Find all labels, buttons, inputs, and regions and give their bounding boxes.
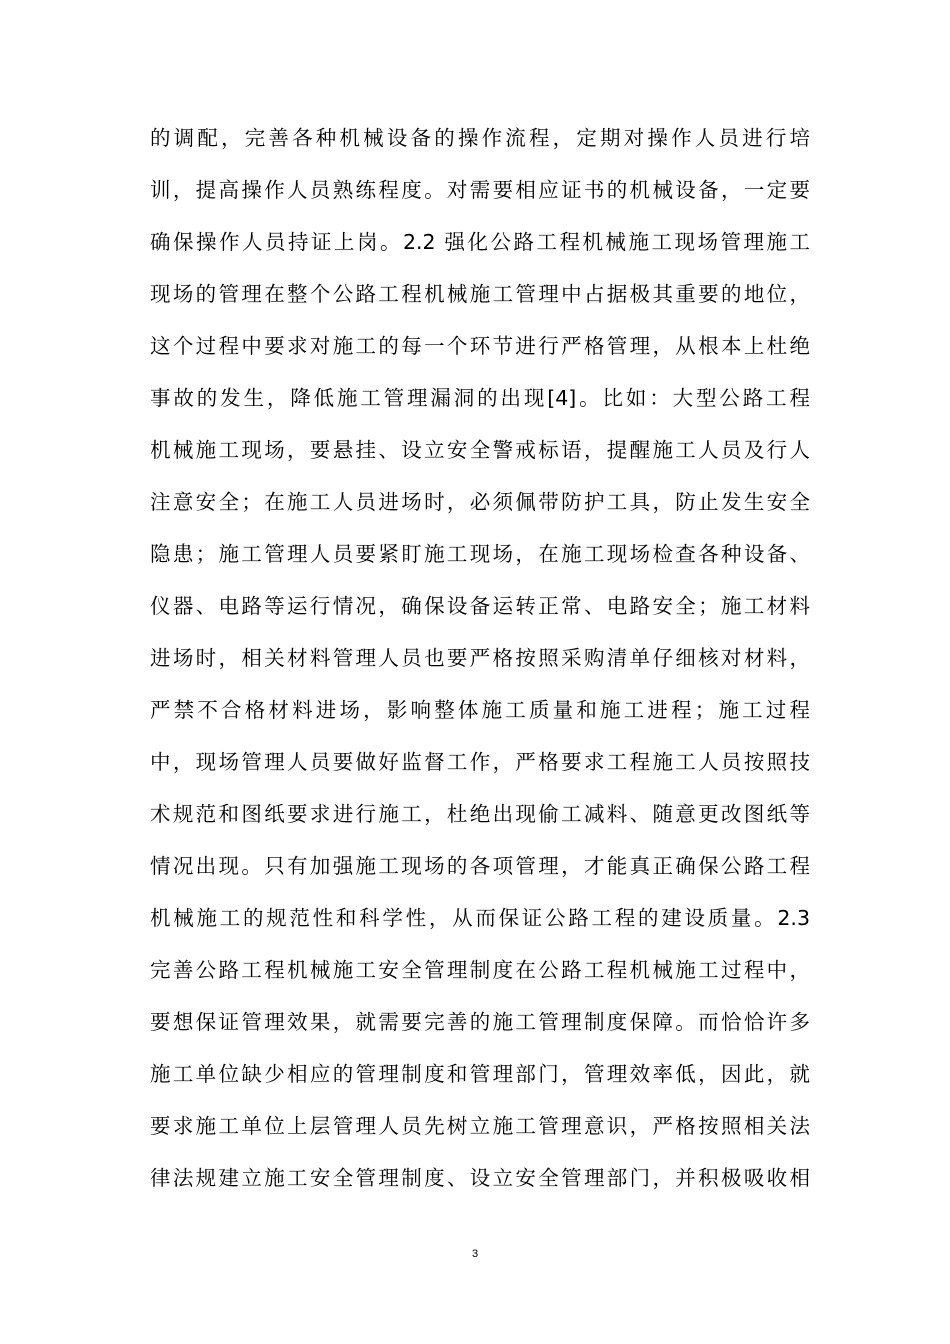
text-line: 仪器、电路等运行情况，确保设备运转正常、电路安全；施工材料 bbox=[150, 594, 810, 618]
text-line: 中，现场管理人员要做好监督工作，严格要求工程施工人员按照技 bbox=[150, 750, 810, 774]
text-line: 完善公路工程机械施工安全管理制度在公路工程机械施工过程中， bbox=[150, 958, 810, 982]
text-line: 律法规建立施工安全管理制度、设立安全管理部门，并积极吸收相 bbox=[150, 1166, 810, 1190]
text-line: 严禁不合格材料进场，影响整体施工质量和施工进程；施工过程 bbox=[150, 698, 810, 722]
text-line: 情况出现。只有加强施工现场的各项管理，才能真正确保公路工程 bbox=[150, 854, 810, 878]
text-line: 施工单位缺少相应的管理制度和管理部门，管理效率低，因此，就 bbox=[150, 1062, 810, 1086]
text-line: 进场时，相关材料管理人员也要严格按照采购清单仔细核对材料， bbox=[150, 646, 810, 670]
text-line: 要求施工单位上层管理人员先树立施工管理意识，严格按照相关法 bbox=[150, 1114, 810, 1138]
text-line: 事故的发生，降低施工管理漏洞的出现[4]。比如：大型公路工程 bbox=[150, 386, 810, 410]
text-line: 机械施工现场，要悬挂、设立安全警戒标语，提醒施工人员及行人 bbox=[150, 438, 810, 462]
page-number: 3 bbox=[471, 1248, 479, 1260]
text-line: 的调配，完善各种机械设备的操作流程，定期对操作人员进行培 bbox=[150, 126, 810, 150]
text-line: 注意安全；在施工人员进场时，必须佩带防护工具，防止发生安全 bbox=[150, 490, 810, 514]
body-text bbox=[150, 112, 810, 1204]
text-line: 术规范和图纸要求进行施工，杜绝出现偷工减料、随意更改图纸等 bbox=[150, 802, 810, 826]
text-line: 这个过程中要求对施工的每一个环节进行严格管理，从根本上杜绝 bbox=[150, 334, 810, 358]
text-line: 确保操作人员持证上岗。2.2 强化公路工程机械施工现场管理施工 bbox=[150, 230, 810, 254]
text-line: 训，提高操作人员熟练程度。对需要相应证书的机械设备，一定要 bbox=[150, 178, 810, 202]
text-line: 要想保证管理效果，就需要完善的施工管理制度保障。而恰恰许多 bbox=[150, 1010, 810, 1034]
text-line: 机械施工的规范性和科学性，从而保证公路工程的建设质量。2.3 bbox=[150, 906, 810, 930]
text-line: 隐患；施工管理人员要紧盯施工现场，在施工现场检查各种设备、 bbox=[150, 542, 810, 566]
text-line: 现场的管理在整个公路工程机械施工管理中占据极其重要的地位， bbox=[150, 282, 810, 306]
